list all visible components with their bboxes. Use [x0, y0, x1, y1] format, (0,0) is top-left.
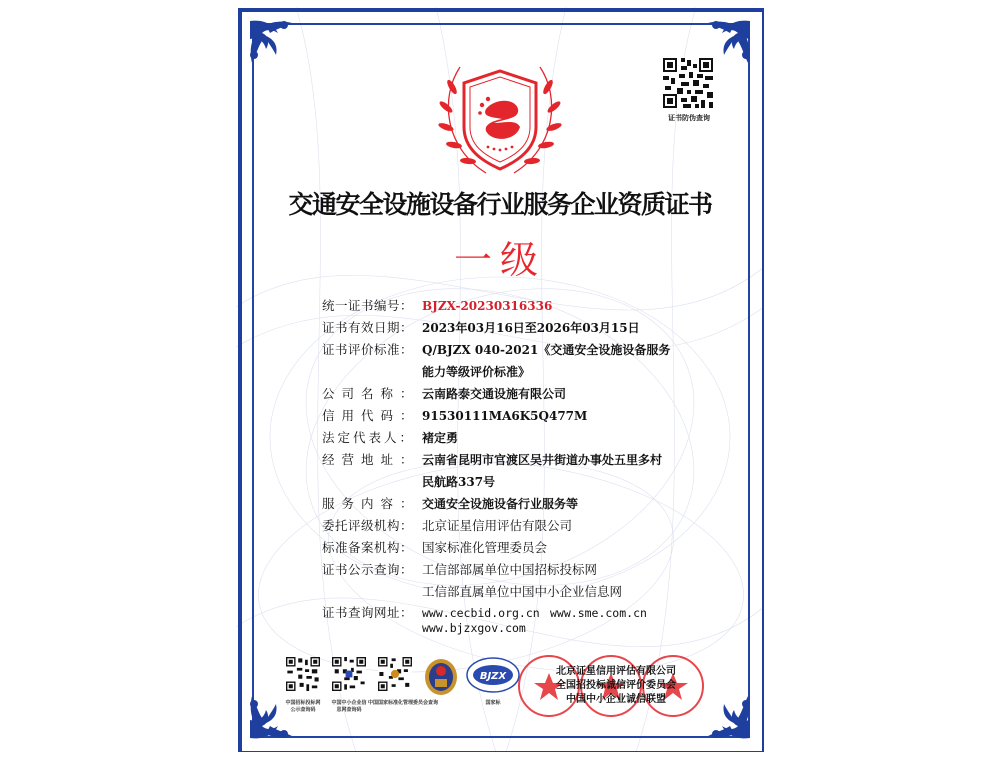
svg-text:BJZX: BJZX	[479, 671, 507, 682]
cecbid-caption: 中国招标投标网	[285, 700, 321, 706]
field-business-address-cont: 民航路337号	[422, 475, 496, 489]
certificate-fields	[322, 295, 742, 635]
national-emblem-icon	[423, 657, 459, 697]
field-validity-period: 证书有效日期： 2023年03月16日至2026年03月15日	[322, 320, 640, 335]
field-service-scope: 服务内容： 交通安全设施设备行业服务等	[322, 496, 579, 511]
field-public-query: 证书公示查询： 工信部部属单位中国招标投标网	[322, 562, 598, 577]
sac-qr-code[interactable]	[378, 657, 412, 691]
url-sme[interactable]: www.sme.com.cn	[550, 606, 647, 620]
field-business-address: 经营地址： 云南省昆明市官渡区吴井街道办事处五里多村	[322, 452, 663, 467]
bjzx-logo-icon	[466, 657, 520, 693]
field-credit-code: 信用代码： 91530111MA6K5Q477M	[322, 408, 588, 423]
field-rating-agency: 委托评级机构： 北京证星信用评估有限公司	[322, 518, 573, 533]
anti-counterfeit-qr-code[interactable]	[663, 58, 713, 108]
verification-badges: BJZX 中国招标投标网 公示查询码 中国中小企业信 息网查询码 中国国家标准化管理委员会查询 国家标	[280, 657, 520, 717]
cecbid-qr-code[interactable]	[286, 657, 320, 691]
issuer-names: 北京证星信用评估有限公司 全国招投标诚信评价委员会 中国中小企业诚信联盟	[556, 666, 676, 705]
field-company-name: 公司名称： 云南路泰交通设施有限公司	[322, 386, 567, 401]
url-bjzxgov[interactable]: www.bjzxgov.com	[422, 621, 526, 635]
field-query-urls-cont	[322, 621, 742, 635]
field-certificate-number: 统一证书编号： BJZX-20230316336	[322, 298, 553, 313]
field-evaluation-standard: 证书评价标准： Q/BJZX 040-2021《交通安全设施设备服务	[322, 342, 671, 357]
field-public-query-cont: 工信部直属单位中国中小企业信息网	[422, 584, 623, 599]
anti-counterfeit-caption: 证书防伪查询	[668, 114, 710, 122]
sme-qr-code[interactable]	[332, 657, 366, 691]
field-query-urls: 证书查询网址： www.cecbid.org.cn www.sme.com.cn	[322, 605, 742, 621]
certificate	[236, 7, 764, 752]
certificate-level: 一级	[453, 238, 546, 282]
certificate-title: 交通安全设施设备行业服务企业资质证书	[288, 190, 712, 219]
sme-caption: 中国中小企业信	[331, 700, 367, 706]
bjzx-caption: 国家标	[485, 700, 501, 706]
shield-laurel-logo-icon	[430, 57, 570, 179]
field-evaluation-standard-cont: 能力等级评价标准》	[422, 365, 531, 379]
corner-ornament-icon	[244, 15, 300, 71]
sac-caption: 中国国家标准化管理委员会查询	[368, 700, 439, 706]
url-cecbid[interactable]: www.cecbid.org.cn	[422, 606, 540, 620]
field-standard-filing-agency: 标准备案机构： 国家标准化管理委员会	[322, 540, 548, 555]
field-legal-representative: 法定代表人： 褚定勇	[322, 430, 459, 445]
